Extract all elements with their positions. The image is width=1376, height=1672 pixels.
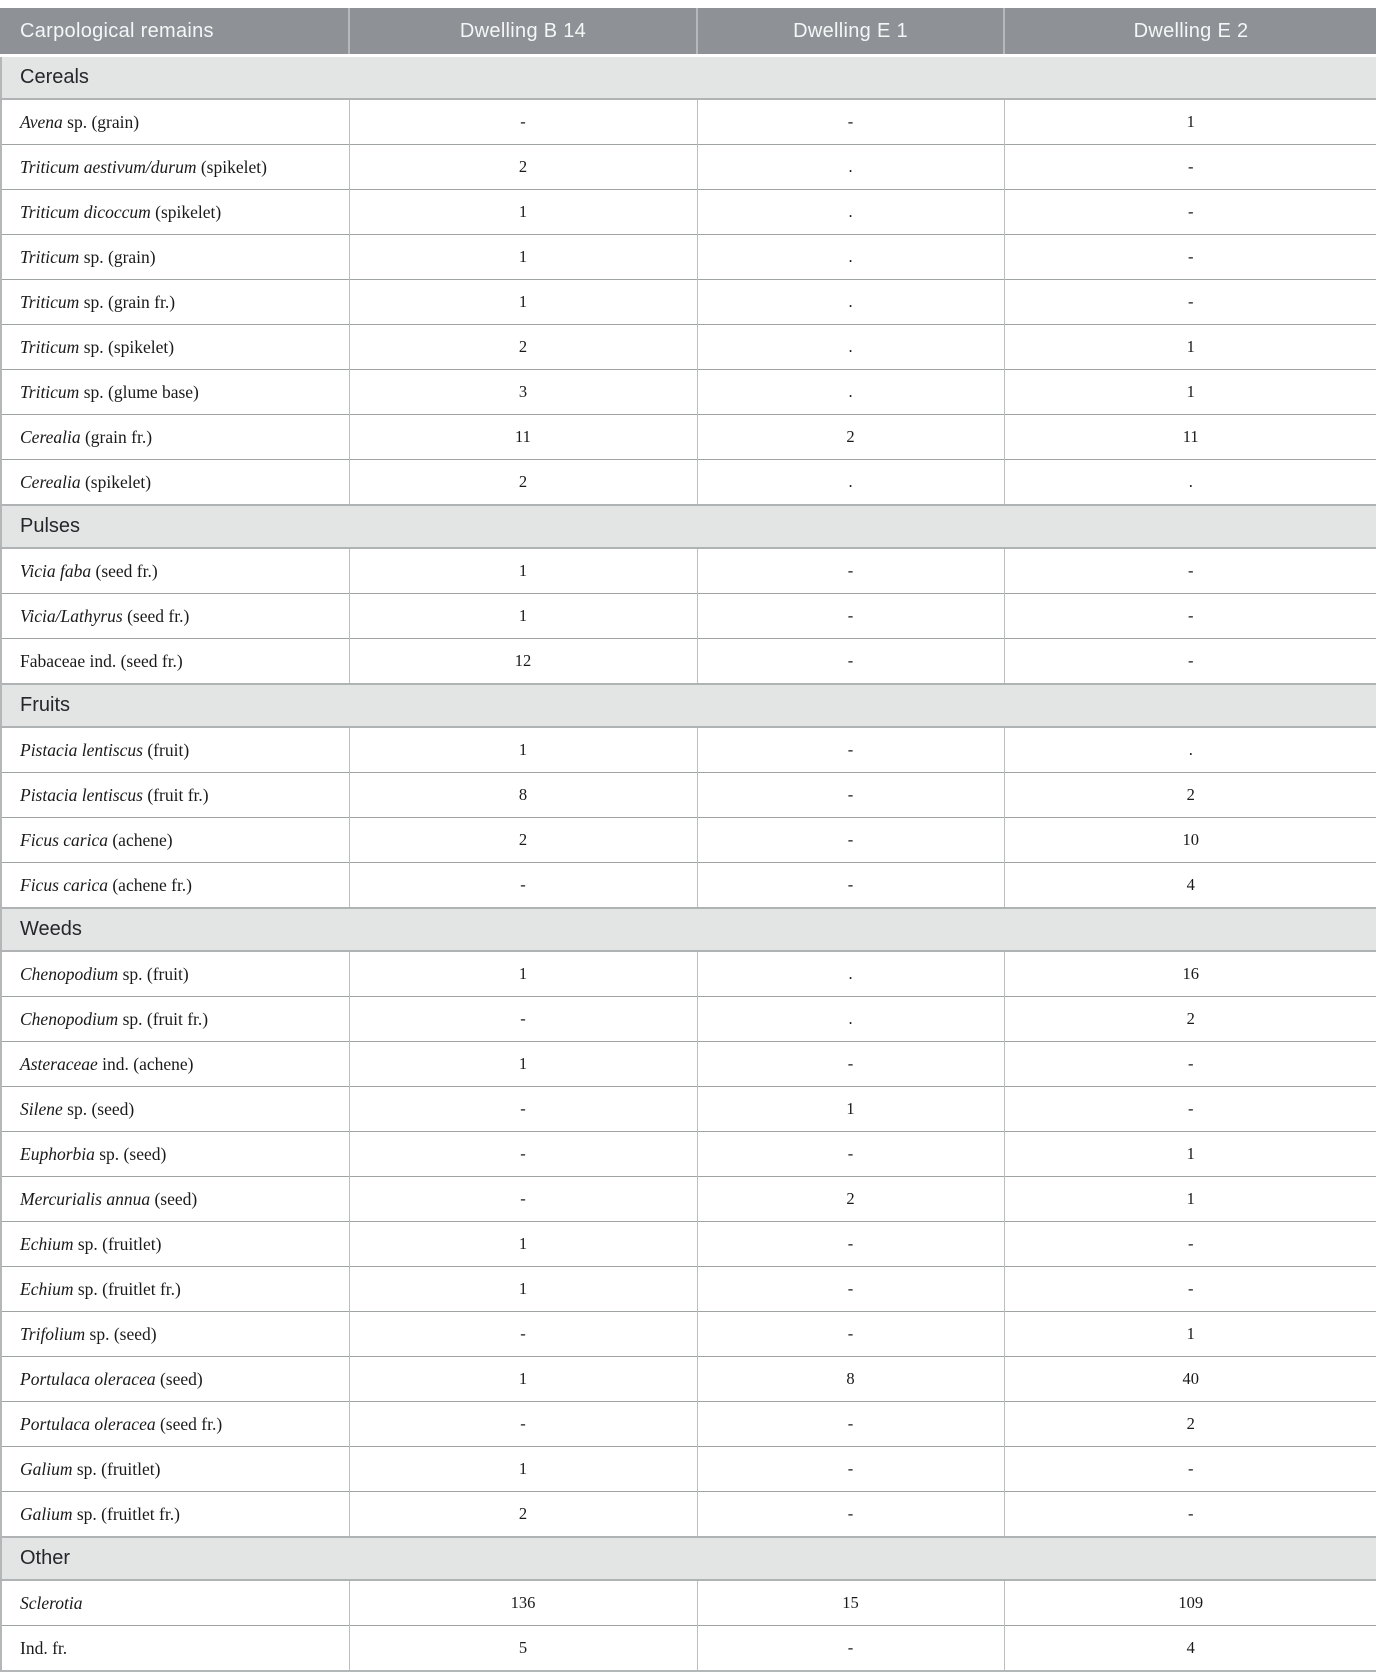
taxon-name-rest: (spikelet) — [80, 471, 152, 492]
taxon-cell — [1, 1626, 349, 1672]
count-cell: 3 — [349, 370, 697, 415]
table-row — [1, 727, 1376, 773]
count-cell: 1 — [697, 1087, 1004, 1132]
count-cell: - — [1004, 548, 1376, 594]
taxon-name-italic: Echium — [20, 1278, 74, 1299]
taxon-cell — [1, 460, 349, 506]
taxon-name-italic: Chenopodium — [20, 1008, 119, 1029]
taxon-name-rest: sp. (grain fr.) — [79, 291, 176, 312]
table-row — [1, 1492, 1376, 1538]
count-cell: 2 — [349, 818, 697, 863]
count-cell: - — [697, 548, 1004, 594]
taxon-name-italic: Echium — [20, 1233, 74, 1254]
count-cell: 5 — [349, 1626, 697, 1672]
count-cell: - — [697, 1492, 1004, 1538]
taxon-cell — [1, 594, 349, 639]
table-row — [1, 370, 1376, 415]
taxon-name-rest: (seed fr.) — [155, 1413, 223, 1434]
table-row — [1, 1132, 1376, 1177]
count-cell: 8 — [697, 1357, 1004, 1402]
section-row-cereals — [1, 56, 1376, 100]
count-cell: . — [697, 235, 1004, 280]
taxon-cell — [1, 1312, 349, 1357]
taxon-cell — [1, 1402, 349, 1447]
count-cell: - — [1004, 1267, 1376, 1312]
count-cell: 4 — [1004, 863, 1376, 909]
table-row — [1, 325, 1376, 370]
count-cell: 109 — [1004, 1580, 1376, 1626]
count-cell: 1 — [349, 1222, 697, 1267]
count-cell: - — [1004, 190, 1376, 235]
table-row — [1, 1447, 1376, 1492]
table-row — [1, 1312, 1376, 1357]
taxon-name-rest: sp. (grain) — [79, 246, 156, 267]
section-label: Other — [1, 1537, 1376, 1580]
table-row — [1, 145, 1376, 190]
taxon-name-rest: Fabaceae ind. (seed fr.) — [20, 650, 183, 671]
taxon-name-italic: Cerealia — [20, 471, 81, 492]
count-cell: 2 — [1004, 773, 1376, 818]
count-cell: 2 — [1004, 1402, 1376, 1447]
count-cell: 1 — [349, 280, 697, 325]
table-row — [1, 548, 1376, 594]
taxon-name-rest: sp. (grain) — [62, 111, 140, 132]
count-cell: - — [1004, 145, 1376, 190]
column-header-dwelling-b-14: Dwelling B 14 — [349, 8, 697, 56]
count-cell: 1 — [349, 190, 697, 235]
taxon-cell — [1, 1267, 349, 1312]
taxon-cell — [1, 1222, 349, 1267]
count-cell: . — [697, 370, 1004, 415]
taxon-cell — [1, 280, 349, 325]
taxon-cell — [1, 325, 349, 370]
count-cell: - — [697, 1402, 1004, 1447]
taxon-cell — [1, 1087, 349, 1132]
taxon-name-italic: Cerealia — [20, 426, 81, 447]
count-cell: - — [697, 727, 1004, 773]
count-cell: 16 — [1004, 951, 1376, 997]
taxon-name-italic: Triticum aestivum/durum — [20, 156, 197, 177]
count-cell: 15 — [697, 1580, 1004, 1626]
count-cell: 2 — [697, 415, 1004, 460]
count-cell: 1 — [1004, 1132, 1376, 1177]
count-cell: . — [697, 280, 1004, 325]
table-row — [1, 1087, 1376, 1132]
table-row — [1, 99, 1376, 145]
count-cell: - — [697, 1222, 1004, 1267]
count-cell: . — [697, 145, 1004, 190]
taxon-name-rest: (fruit) — [142, 739, 190, 760]
taxon-name-rest: sp. (seed) — [62, 1098, 135, 1119]
table-body — [1, 56, 1376, 1672]
table-row — [1, 1580, 1376, 1626]
taxon-cell — [1, 1447, 349, 1492]
taxon-name-rest: sp. (fruitlet) — [73, 1233, 162, 1254]
count-cell: 1 — [349, 1357, 697, 1402]
table-row — [1, 415, 1376, 460]
table-row — [1, 639, 1376, 685]
count-cell: 1 — [349, 727, 697, 773]
taxon-name-rest: sp. (fruitlet) — [72, 1458, 161, 1479]
table-header-row — [1, 8, 1376, 56]
count-cell: 1 — [1004, 1312, 1376, 1357]
taxon-name-italic: Vicia/Lathyrus — [20, 605, 123, 626]
table-row — [1, 460, 1376, 506]
count-cell: - — [697, 818, 1004, 863]
section-row-other — [1, 1537, 1376, 1580]
taxon-cell — [1, 818, 349, 863]
taxon-name-italic: Euphorbia — [20, 1143, 95, 1164]
count-cell: 2 — [697, 1177, 1004, 1222]
count-cell: . — [697, 460, 1004, 506]
count-cell: 2 — [349, 325, 697, 370]
count-cell: . — [697, 997, 1004, 1042]
count-cell: - — [697, 863, 1004, 909]
count-cell: - — [1004, 1087, 1376, 1132]
taxon-name-italic: Ficus carica — [20, 829, 108, 850]
section-label: Cereals — [1, 56, 1376, 100]
count-cell: 10 — [1004, 818, 1376, 863]
count-cell: 1 — [1004, 1177, 1376, 1222]
taxon-name-rest: sp. (fruit) — [118, 963, 189, 984]
count-cell: - — [1004, 1222, 1376, 1267]
count-cell: 1 — [1004, 325, 1376, 370]
count-cell: 1 — [1004, 370, 1376, 415]
table-row — [1, 1177, 1376, 1222]
taxon-cell — [1, 370, 349, 415]
taxon-cell — [1, 863, 349, 909]
count-cell: 12 — [349, 639, 697, 685]
count-cell: . — [1004, 460, 1376, 506]
count-cell: 1 — [349, 1042, 697, 1087]
table-row — [1, 951, 1376, 997]
count-cell: 2 — [349, 145, 697, 190]
table-row — [1, 1357, 1376, 1402]
count-cell: 1 — [349, 1267, 697, 1312]
taxon-name-italic: Triticum — [20, 291, 80, 312]
table-row — [1, 863, 1376, 909]
taxon-cell — [1, 235, 349, 280]
count-cell: - — [1004, 1447, 1376, 1492]
taxon-name-italic: Chenopodium — [20, 963, 119, 984]
taxon-name-italic: Pistacia lentiscus — [20, 784, 143, 805]
taxon-name-italic: Portulaca oleracea — [20, 1413, 156, 1434]
taxon-cell — [1, 145, 349, 190]
taxon-name-rest: sp. (seed) — [94, 1143, 167, 1164]
section-label: Weeds — [1, 908, 1376, 951]
taxon-cell — [1, 727, 349, 773]
table-row — [1, 594, 1376, 639]
taxon-name-rest: (fruit fr.) — [142, 784, 209, 805]
taxon-cell — [1, 190, 349, 235]
taxon-name-italic: Sclerotia — [20, 1592, 83, 1613]
section-row-weeds — [1, 908, 1376, 951]
count-cell: 11 — [349, 415, 697, 460]
column-header-carpological-remains: Carpological remains — [1, 8, 349, 56]
section-row-pulses — [1, 505, 1376, 548]
taxon-name-italic: Portulaca oleracea — [20, 1368, 156, 1389]
section-row-fruits — [1, 684, 1376, 727]
table-row — [1, 1042, 1376, 1087]
taxon-name-rest: (seed) — [155, 1368, 203, 1389]
count-cell: . — [697, 325, 1004, 370]
taxon-name-italic: Avena — [20, 111, 63, 132]
taxon-name-italic: Triticum — [20, 336, 80, 357]
count-cell: 2 — [1004, 997, 1376, 1042]
count-cell: - — [697, 1267, 1004, 1312]
taxon-cell — [1, 1492, 349, 1538]
taxon-name-italic: Asteraceae — [20, 1053, 98, 1074]
taxon-name-rest: sp. (fruitlet fr.) — [72, 1503, 180, 1524]
taxon-cell — [1, 1580, 349, 1626]
table-row — [1, 818, 1376, 863]
taxon-name-italic: Trifolium — [20, 1323, 86, 1344]
table-row — [1, 773, 1376, 818]
taxon-name-rest: sp. (glume base) — [79, 381, 199, 402]
count-cell: 2 — [349, 1492, 697, 1538]
table-row — [1, 1267, 1376, 1312]
taxon-name-rest: (seed) — [150, 1188, 198, 1209]
count-cell: - — [697, 773, 1004, 818]
count-cell: . — [697, 951, 1004, 997]
count-cell: - — [349, 1087, 697, 1132]
count-cell: - — [1004, 1492, 1376, 1538]
count-cell: 1 — [349, 548, 697, 594]
count-cell: 1 — [1004, 99, 1376, 145]
count-cell: 40 — [1004, 1357, 1376, 1402]
count-cell: - — [349, 863, 697, 909]
count-cell: - — [349, 1132, 697, 1177]
taxon-name-rest: ind. (achene) — [97, 1053, 194, 1074]
count-cell: . — [1004, 727, 1376, 773]
count-cell: - — [349, 997, 697, 1042]
taxon-name-rest: sp. (fruit fr.) — [118, 1008, 209, 1029]
taxon-name-italic: Pistacia lentiscus — [20, 739, 143, 760]
table-row — [1, 190, 1376, 235]
taxon-cell — [1, 639, 349, 685]
taxon-name-italic: Triticum dicoccum — [20, 201, 151, 222]
taxon-cell — [1, 415, 349, 460]
taxon-name-italic: Triticum — [20, 246, 80, 267]
table-row — [1, 1222, 1376, 1267]
table-row — [1, 235, 1376, 280]
section-label: Fruits — [1, 684, 1376, 727]
taxon-name-rest: (grain fr.) — [80, 426, 153, 447]
taxon-name-italic: Ficus carica — [20, 874, 108, 895]
count-cell: - — [1004, 235, 1376, 280]
taxon-name-rest: (achene) — [107, 829, 173, 850]
count-cell: - — [697, 639, 1004, 685]
count-cell: - — [697, 1626, 1004, 1672]
count-cell: 2 — [349, 460, 697, 506]
count-cell: 1 — [349, 1447, 697, 1492]
taxon-name-italic: Silene — [20, 1098, 63, 1119]
count-cell: - — [1004, 280, 1376, 325]
count-cell: 136 — [349, 1580, 697, 1626]
taxon-name-italic: Mercurialis annua — [20, 1188, 151, 1209]
taxon-name-rest: sp. (fruitlet fr.) — [73, 1278, 181, 1299]
taxon-name-italic: Galium — [20, 1458, 73, 1479]
count-cell: - — [697, 594, 1004, 639]
count-cell: - — [1004, 639, 1376, 685]
taxon-cell — [1, 1177, 349, 1222]
count-cell: - — [1004, 594, 1376, 639]
column-header-dwelling-e-1: Dwelling E 1 — [697, 8, 1004, 56]
carpological-remains-table — [0, 8, 1376, 1672]
count-cell: 1 — [349, 235, 697, 280]
taxon-name-rest: sp. (spikelet) — [79, 336, 175, 357]
count-cell: . — [697, 190, 1004, 235]
count-cell: - — [697, 1447, 1004, 1492]
taxon-name-rest: (spikelet) — [196, 156, 267, 177]
taxon-cell — [1, 773, 349, 818]
count-cell: - — [1004, 1042, 1376, 1087]
section-label: Pulses — [1, 505, 1376, 548]
count-cell: 1 — [349, 594, 697, 639]
taxon-cell — [1, 1042, 349, 1087]
count-cell: 1 — [349, 951, 697, 997]
count-cell: - — [349, 1177, 697, 1222]
taxon-name-rest: Ind. fr. — [20, 1637, 68, 1658]
taxon-cell — [1, 548, 349, 594]
taxon-name-rest: (achene fr.) — [107, 874, 193, 895]
taxon-cell — [1, 1357, 349, 1402]
taxon-cell — [1, 1132, 349, 1177]
table-row — [1, 997, 1376, 1042]
count-cell: 11 — [1004, 415, 1376, 460]
count-cell: - — [697, 1042, 1004, 1087]
taxon-name-rest: sp. (seed) — [85, 1323, 157, 1344]
taxon-cell — [1, 951, 349, 997]
column-header-dwelling-e-2: Dwelling E 2 — [1004, 8, 1376, 56]
taxon-name-italic: Galium — [20, 1503, 73, 1524]
taxon-cell — [1, 99, 349, 145]
count-cell: 4 — [1004, 1626, 1376, 1672]
count-cell: 8 — [349, 773, 697, 818]
count-cell: - — [349, 1402, 697, 1447]
taxon-name-rest: (seed fr.) — [91, 560, 158, 581]
table-row — [1, 1402, 1376, 1447]
count-cell: - — [697, 1312, 1004, 1357]
count-cell: - — [349, 99, 697, 145]
count-cell: - — [697, 99, 1004, 145]
table-row — [1, 280, 1376, 325]
table-row — [1, 1626, 1376, 1672]
taxon-name-italic: Triticum — [20, 381, 80, 402]
taxon-name-rest: (seed fr.) — [122, 605, 190, 626]
count-cell: - — [697, 1132, 1004, 1177]
taxon-name-rest: (spikelet) — [150, 201, 222, 222]
taxon-name-italic: Vicia faba — [20, 560, 92, 581]
count-cell: - — [349, 1312, 697, 1357]
taxon-cell — [1, 997, 349, 1042]
